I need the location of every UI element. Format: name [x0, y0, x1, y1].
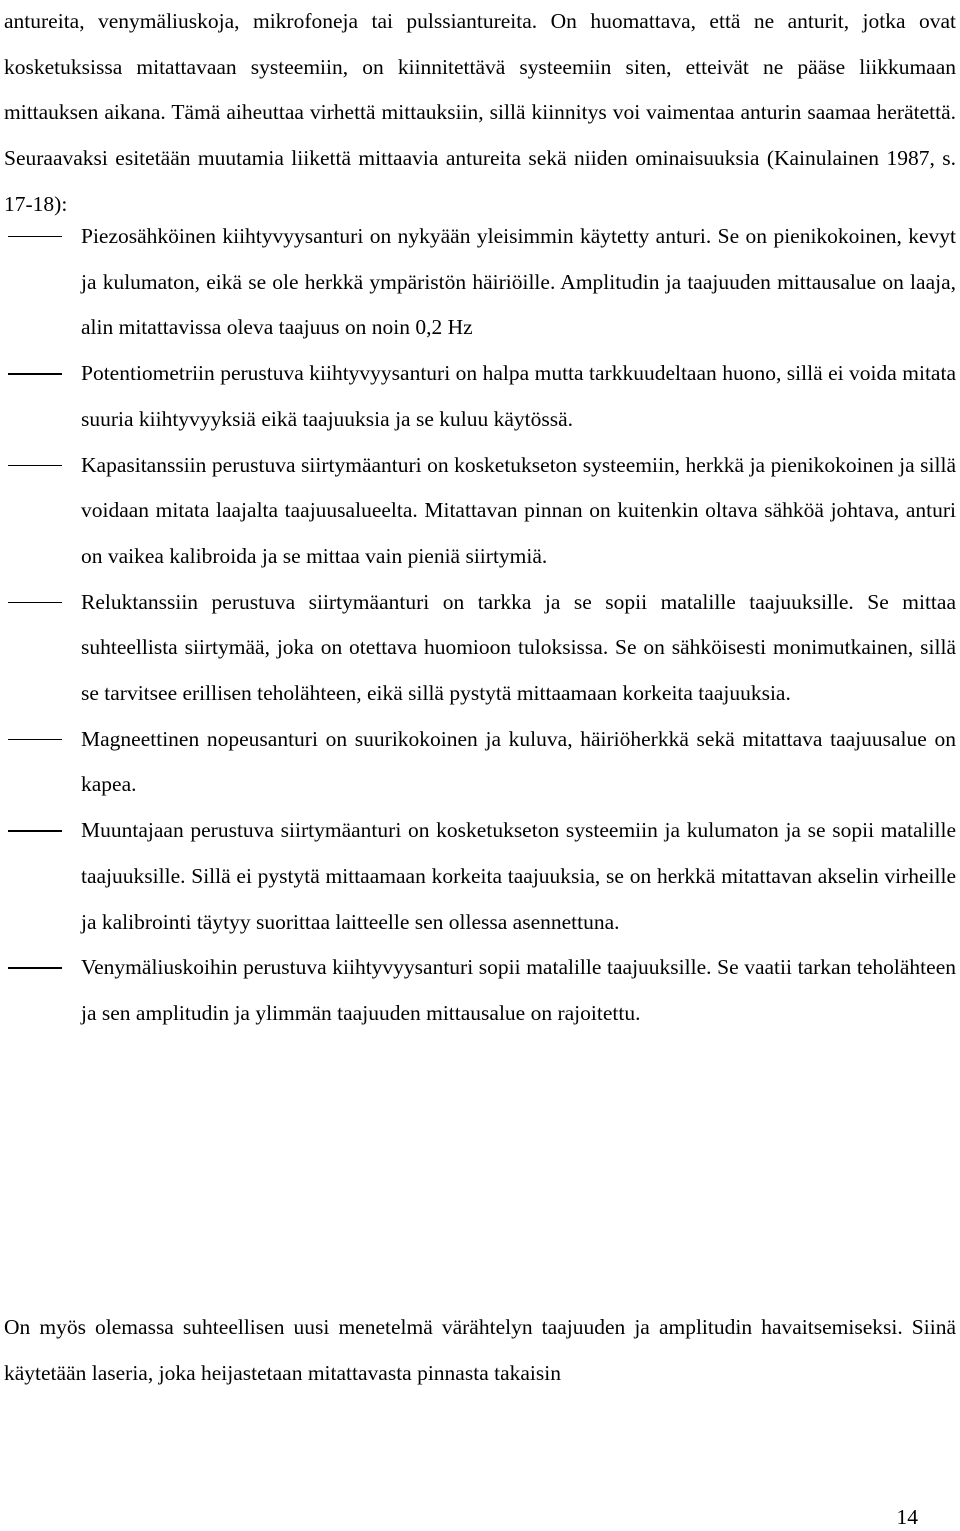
list-item-text: Venymäliuskoihin perustuva kiihtyvyysanturi sopii matalille taajuuksille. Se vaatii tarkan teholähteen ja sen amplitudin ja ylimmän taajuuden mittausalue on rajoitettu. [81, 955, 956, 1025]
dash-bullet-icon [8, 830, 62, 831]
list-item-text: Piezosähköinen kiihtyvyysanturi on nykyään yleisimmin käytetty anturi. Se on pienikokoinen, kevyt ja kulumaton, eikä se ole herkkä ympäristön häiriöille. Amplitudin ja taajuuden mittausalue on laaja, alin mitattavissa oleva taajuus on noin 0,2 Hz [81, 224, 956, 340]
dash-bullet-icon [8, 602, 62, 603]
intro-paragraph: antureita, venymäliuskoja, mikrofoneja tai pulssiantureita. On huomattava, että ne anturit, jotka ovat kosketuksissa mitattavaan systeemiin, on kiinnitettävä systeemiin siten, etteivät ne pääse liikkumaan mittauksen aikana. Tämä aiheuttaa virhettä mittauksiin, sillä kiinnitys voi vaimentaa anturin saamaa herätettä. Seuraavaksi esitetään muutamia liikettä mittaavia antureita sekä niiden ominaisuuksia (Kainulainen 1987, s. 17-18): [4, 9, 956, 216]
list-item-text: Reluktanssiin perustuva siirtymäanturi on tarkka ja se sopii matalille taajuuksille. Se mittaa suhteellista siirtymää, joka on otettava huomioon tuloksissa. Se on sähköisesti monimutkainen, sillä se tarvitsee erillisen teholähteen, eikä sillä pystytä mittaamaan korkeita taajuuksia. [81, 589, 956, 706]
list-item [0, 351, 956, 442]
page-number: 14 [896, 1505, 918, 1529]
dash-bullet-icon [8, 739, 62, 740]
list-item-text: Magneettinen nopeusanturi on suurikokoinen ja kuluva, häiriöherkkä sekä mitattava taajuusalue on kapea. [81, 726, 956, 797]
list-item-text: Potentiometriin perustuva kiihtyvyysanturi on halpa mutta tarkkuudeltaan huono, sillä ei voida mitata suuria kiihtyvyyksiä eikä taajuuksia ja se kuluu käytössä. [81, 361, 956, 431]
dash-bullet-icon [8, 373, 62, 374]
list-item [0, 580, 956, 717]
dash-bullet-icon [8, 967, 62, 968]
list-item [0, 443, 956, 580]
outro-paragraph: On myös olemassa suhteellisen uusi menetelmä värähtelyn taajuuden ja amplitudin havaitsemiseksi. Siinä käytetään laseria, joka heijastetaan mitattavasta pinnasta takaisin [4, 1315, 956, 1385]
sensor-list [0, 214, 960, 1037]
list-item [0, 214, 956, 351]
list-item-text: Kapasitanssiin perustuva siirtymäanturi on kosketukseton systeemiin, herkkä ja pienikokoinen ja sillä voidaan mitata laajalta taajuusalueelta. Mitattavan pinnan on kuitenkin oltava sähköä johtava, anturi on vaikea kalibroida ja se mittaa vain pieniä siirtymiä. [81, 452, 956, 568]
dash-bullet-icon [8, 465, 62, 466]
list-item [0, 808, 956, 945]
dash-bullet-icon [8, 236, 62, 237]
list-item-text: Muuntajaan perustuva siirtymäanturi on kosketukseton systeemiin ja kulumaton ja se sopii matalille taajuuksille. Sillä ei pystytä mittaamaan korkeita taajuuksia, se on herkkä mitattavan akselin virheille ja kalibrointi täytyy suorittaa laitteelle sen ollessa asennettuna. [81, 818, 956, 934]
list-item [0, 945, 956, 1036]
list-item [0, 717, 956, 808]
